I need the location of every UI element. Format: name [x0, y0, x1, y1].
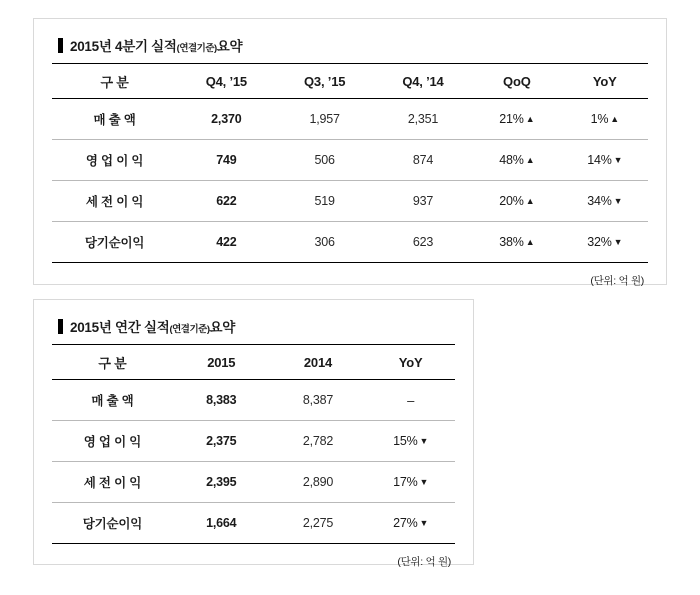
arrow-down-icon: ▼ [613, 196, 623, 206]
cell-2015: 2,375 [173, 421, 270, 462]
cell-yoy-value: 34% [587, 194, 612, 208]
row-label: 영 업 이 익 [52, 140, 177, 181]
quarterly-title-main: 2015년 4분기 실적 [70, 39, 177, 54]
table-row [52, 462, 455, 503]
column-header-yoy: YoY [366, 345, 455, 380]
cell-q3-15: 519 [275, 181, 373, 222]
column-header-yoy: YoY [562, 64, 648, 99]
table-row [52, 181, 648, 222]
annual-unit-note: (단위: 억 원) [397, 556, 451, 568]
row-label: 영 업 이 익 [52, 421, 173, 462]
quarterly-table [52, 63, 648, 263]
cell-qoq [472, 181, 561, 222]
cell-yoy [562, 222, 648, 263]
cell-yoy [562, 99, 648, 140]
column-header-q3-15: Q3, ’15 [275, 64, 373, 99]
cell-q4-15: 422 [177, 222, 275, 263]
row-label: 매 출 액 [52, 99, 177, 140]
cell-2014: 2,275 [270, 503, 367, 544]
annual-header-row [52, 345, 455, 380]
cell-yoy-value: 15% [393, 434, 418, 448]
annual-title-sub: (연결기준) [169, 324, 210, 335]
cell-qoq-value: 21% [499, 112, 524, 126]
arrow-down-icon: ▼ [613, 155, 623, 165]
cell-yoy-value: – [407, 392, 415, 408]
cell-qoq [472, 140, 561, 181]
table-row [52, 99, 648, 140]
quarterly-title-tail: 요약 [216, 39, 243, 54]
row-label: 당기순이익 [52, 222, 177, 263]
cell-2014: 8,387 [270, 380, 367, 421]
arrow-up-icon: ▲ [525, 237, 535, 247]
annual-title-tail: 요약 [209, 320, 235, 335]
row-label: 세 전 이 익 [52, 181, 177, 222]
cell-qoq-value: 20% [499, 194, 524, 208]
cell-yoy [562, 181, 648, 222]
annual-table [52, 344, 455, 544]
arrow-down-icon: ▼ [419, 436, 429, 446]
cell-yoy-value: 17% [393, 475, 418, 489]
cell-yoy [366, 462, 455, 503]
column-header-q4-14: Q4, ’14 [374, 64, 472, 99]
cell-2015: 1,664 [173, 503, 270, 544]
cell-yoy [562, 140, 648, 181]
column-header-2015: 2015 [173, 345, 270, 380]
column-header-q4-15: Q4, ’15 [177, 64, 275, 99]
row-label: 세 전 이 익 [52, 462, 173, 503]
column-header-qoq: QoQ [472, 64, 561, 99]
annual-results-card [33, 299, 474, 568]
cell-2014: 2,890 [270, 462, 367, 503]
cell-yoy-value: 32% [587, 235, 612, 249]
cell-q4-14: 2,351 [374, 99, 472, 140]
cell-qoq [472, 222, 561, 263]
cell-2015: 2,395 [173, 462, 270, 503]
cell-yoy [366, 503, 455, 544]
title-bullet-icon [58, 38, 63, 53]
cell-yoy [366, 380, 455, 421]
column-header-2014: 2014 [270, 345, 367, 380]
cell-yoy-value: 27% [393, 516, 418, 530]
cell-qoq [472, 99, 561, 140]
row-label: 당기순이익 [52, 503, 173, 544]
cell-qoq-value: 38% [499, 235, 524, 249]
arrow-up-icon: ▲ [525, 114, 535, 124]
cell-yoy [366, 421, 455, 462]
quarterly-unit-note: (단위: 억 원) [590, 275, 644, 287]
cell-qoq-value: 48% [499, 153, 524, 167]
annual-title [52, 316, 455, 336]
table-row [52, 222, 648, 263]
table-row [52, 380, 455, 421]
cell-q4-15: 749 [177, 140, 275, 181]
title-bullet-icon [58, 319, 63, 334]
cell-yoy-value: 14% [587, 153, 612, 167]
arrow-down-icon: ▼ [419, 518, 429, 528]
arrow-down-icon: ▼ [613, 237, 623, 247]
column-header-division: 구 분 [52, 345, 173, 380]
cell-q3-15: 506 [275, 140, 373, 181]
cell-q4-14: 623 [374, 222, 472, 263]
row-label: 매 출 액 [52, 380, 173, 421]
arrow-down-icon: ▼ [419, 477, 429, 487]
quarterly-results-card [33, 18, 667, 285]
quarterly-title [52, 35, 648, 55]
cell-q3-15: 1,957 [275, 99, 373, 140]
arrow-up-icon: ▲ [610, 114, 619, 124]
cell-yoy-value: 1% [590, 112, 609, 126]
cell-q4-14: 937 [374, 181, 472, 222]
arrow-up-icon: ▲ [525, 155, 535, 165]
arrow-up-icon: ▲ [525, 196, 535, 206]
table-row [52, 140, 648, 181]
cell-q3-15: 306 [275, 222, 373, 263]
quarterly-title-sub: (연결기준) [176, 43, 217, 54]
cell-2015: 8,383 [173, 380, 270, 421]
cell-q4-15: 622 [177, 181, 275, 222]
column-header-division: 구 분 [52, 64, 177, 99]
cell-2014: 2,782 [270, 421, 367, 462]
quarterly-header-row [52, 64, 648, 99]
table-row [52, 421, 455, 462]
cell-q4-15: 2,370 [177, 99, 275, 140]
table-row [52, 503, 455, 544]
annual-title-main: 2015년 연간 실적 [70, 320, 170, 335]
cell-q4-14: 874 [374, 140, 472, 181]
